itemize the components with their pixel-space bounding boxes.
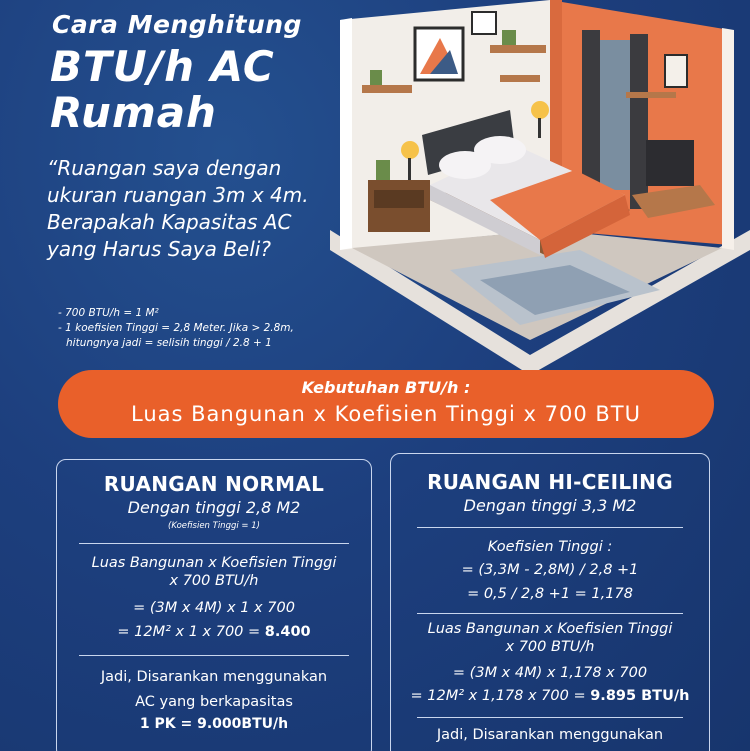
title-line-1: Cara Menghitung xyxy=(52,10,302,39)
plant xyxy=(376,160,390,180)
calc-line: x 700 BTU/h xyxy=(505,639,595,655)
card-title: RUANGAN NORMAL xyxy=(103,472,325,496)
card-title: RUANGAN HI-CEILING xyxy=(427,470,673,494)
quote-line: “Ruangan saya dengan xyxy=(47,156,282,180)
calculation-notes xyxy=(58,306,294,351)
title-line-2: BTU/h AC xyxy=(50,42,275,91)
formula-label: Kebutuhan BTU/h : xyxy=(301,378,471,397)
calc-result: 9.895 BTU/h xyxy=(590,688,690,704)
title-main xyxy=(50,44,275,136)
card-hiceiling-room xyxy=(390,453,710,751)
shelf xyxy=(362,85,412,93)
conclusion-line: Jadi, Disarankan menggunakan xyxy=(436,727,664,743)
shelf xyxy=(626,92,676,98)
coef-label: Koefisien Tinggi : xyxy=(487,539,613,555)
plant xyxy=(502,30,516,45)
calc-line: = (3M x 4M) x 1,178 x 700 xyxy=(452,665,648,681)
calc-line: = 0,5 / 2,8 +1 = 1,178 xyxy=(467,586,633,602)
calc-line: x 700 BTU/h xyxy=(169,573,259,589)
card-subtitle: Dengan tinggi 3,3 M2 xyxy=(463,496,637,515)
nightstand-drawer xyxy=(374,190,424,208)
calc-line xyxy=(391,687,709,705)
curtain-right xyxy=(630,34,648,209)
note-line: - 1 koefisien Tinggi = 2,8 Meter. Jika > 2.8m, xyxy=(58,322,294,334)
lamp-stand xyxy=(538,118,541,138)
card-note: (Koefisien Tinggi = 1) xyxy=(168,521,260,531)
conclusion-line: AC yang berkapasitas xyxy=(135,694,293,710)
bedroom-illustration xyxy=(330,0,750,375)
left-wall-edge xyxy=(340,18,352,250)
formula-banner xyxy=(58,370,714,438)
pillow xyxy=(474,136,526,164)
calc-line: Luas Bangunan x Koefisien Tinggi xyxy=(91,555,337,571)
calc-prefix: = 12M² x 1,178 x 700 = xyxy=(410,688,591,704)
conclusion-result: 1 PK = 9.000BTU/h xyxy=(139,716,289,732)
orange-wall-picture xyxy=(665,55,687,87)
quote-line: ukuran ruangan 3m x 4m. xyxy=(47,183,309,207)
quote-line: Berapakah Kapasitas AC xyxy=(47,210,292,234)
divider xyxy=(79,655,349,656)
formula-text: Luas Bangunan x Koefisien Tinggi x 700 BTU xyxy=(131,402,641,426)
note-line: - 700 BTU/h = 1 M² xyxy=(58,307,159,319)
lamp-stand xyxy=(408,158,411,180)
title-line-3: Rumah xyxy=(50,88,217,137)
divider xyxy=(417,717,683,718)
tv xyxy=(646,140,694,186)
divider xyxy=(417,613,683,614)
calc-result: 8.400 xyxy=(264,624,311,640)
card-subtitle: Dengan tinggi 2,8 M2 xyxy=(127,498,301,517)
note-line: hitungnya jadi = selisih tinggi / 2.8 + 1 xyxy=(66,337,272,349)
card-normal-room xyxy=(56,459,372,751)
calc-line: Luas Bangunan x Koefisien Tinggi xyxy=(427,621,673,637)
lamp xyxy=(531,101,549,119)
conclusion-line: Jadi, Disarankan menggunakan xyxy=(100,669,328,685)
shelf xyxy=(490,45,546,53)
right-wall-edge xyxy=(722,28,734,250)
calc-prefix: = 12M² x 1 x 700 = xyxy=(117,624,265,640)
shelf xyxy=(500,75,540,82)
calc-line: = (3M x 4M) x 1 x 700 xyxy=(133,600,295,616)
small-picture xyxy=(472,12,496,34)
calc-line xyxy=(57,623,371,641)
lamp xyxy=(401,141,419,159)
quote-line: yang Harus Saya Beli? xyxy=(47,237,271,261)
plant xyxy=(370,70,382,85)
divider xyxy=(79,543,349,544)
question-quote xyxy=(47,155,367,263)
divider xyxy=(417,527,683,528)
calc-line: = (3,3M - 2,8M) / 2,8 +1 xyxy=(461,562,639,578)
